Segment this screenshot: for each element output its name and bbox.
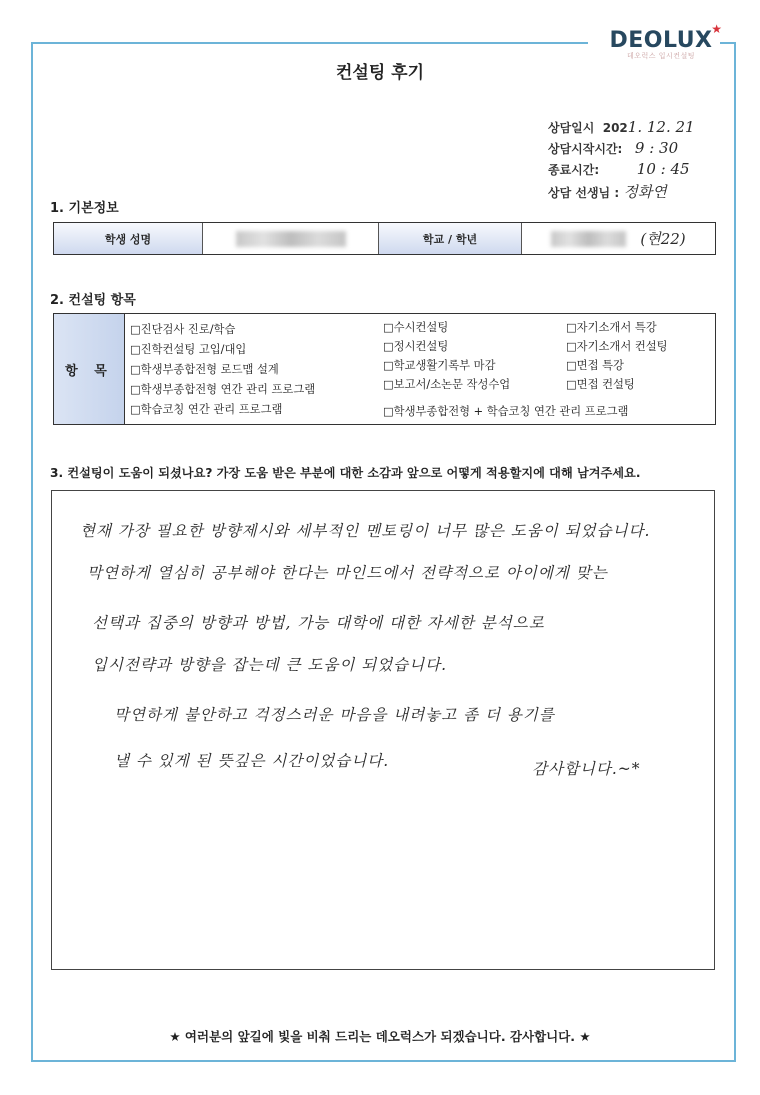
- option-regular-admission[interactable]: □정시컨설팅: [383, 340, 449, 353]
- star-icon: ★: [711, 22, 722, 36]
- date-handwritten: 1. 12. 21: [627, 118, 695, 136]
- school-grade-value: [522, 223, 715, 254]
- option-essay-consulting[interactable]: □자기소개서 컨설팅: [566, 340, 668, 353]
- student-name-label: 학생 성명: [54, 223, 203, 254]
- review-line-7: 감사합니다.~*: [532, 760, 641, 778]
- start-time-row: [548, 139, 695, 160]
- option-study-coaching[interactable]: □학습코칭 연간 관리 프로그램: [130, 403, 283, 416]
- brand-subtitle: 데오럭스 입시컨설팅: [626, 52, 696, 60]
- consultation-meta: [548, 118, 695, 202]
- option-record-closing[interactable]: □학교생활기록부 마감: [383, 359, 496, 372]
- consulting-items-table: [53, 313, 716, 425]
- section-basic-info-heading: 1. 기본정보: [50, 201, 119, 216]
- grade-handwritten: (현22): [640, 230, 686, 248]
- page-title: 컨설팅 후기: [335, 63, 425, 83]
- teacher-label: 상담 선생님 :: [548, 186, 620, 200]
- items-label: 항 목: [54, 314, 125, 424]
- date-value: 202: [602, 121, 628, 135]
- start-time-label: 상담시작시간:: [548, 142, 623, 156]
- brand-name: DEOLUX: [609, 28, 713, 53]
- school-grade-label: 학교 / 학년: [379, 223, 522, 254]
- start-time-handwritten: 9 : 30: [634, 139, 679, 157]
- review-line-3: 선택과 집중의 방향과 방법, 가능 대학에 대한 자세한 분석으로: [92, 614, 545, 632]
- review-textarea[interactable]: [51, 490, 715, 970]
- student-name-value: [203, 223, 379, 254]
- teacher-row: [548, 181, 695, 202]
- option-essay-lecture[interactable]: □자기소개서 특강: [566, 321, 657, 334]
- end-time-label: 종료시간:: [548, 163, 600, 177]
- redacted-name: [236, 231, 346, 247]
- review-line-6: 낼 수 있게 된 뜻깊은 시간이었습니다.: [114, 752, 390, 770]
- section-items-heading: 2. 컨설팅 항목: [50, 293, 136, 308]
- option-report-writing[interactable]: □보고서/소논문 작성수업: [383, 378, 511, 391]
- date-row: [548, 118, 695, 139]
- option-admission[interactable]: □진학컨설팅 고입/대입: [130, 343, 247, 356]
- option-roadmap[interactable]: □학생부종합전형 로드맵 설계: [130, 363, 279, 376]
- review-line-2: 막연하게 열심히 공부해야 한다는 마인드에서 전략적으로 아이에게 맞는: [87, 564, 608, 582]
- redacted-school: [551, 231, 626, 247]
- end-time-handwritten: 10 : 45: [636, 160, 690, 178]
- teacher-handwritten: 정화연: [623, 183, 667, 201]
- option-diagnosis[interactable]: □진단검사 진로/학습: [130, 323, 236, 336]
- end-time-row: [548, 160, 695, 181]
- option-combined-program[interactable]: □학생부종합전형 + 학습코칭 연간 관리 프로그램: [383, 405, 629, 418]
- brand-logo: [596, 22, 726, 61]
- option-interview-lecture[interactable]: □면접 특강: [566, 359, 624, 372]
- section-review-heading: 3. 컨설팅이 도움이 되셨나요? 가장 도움 받은 부분에 대한 소감과 앞으로 어떻게 적용할지에 대해 남겨주세요.: [50, 466, 641, 480]
- review-line-1: 현재 가장 필요한 방향제시와 세부적인 멘토링이 너무 많은 도움이 되었습니다.: [80, 522, 651, 540]
- basic-info-table: [53, 222, 716, 255]
- option-interview-consulting[interactable]: □면접 컨설팅: [566, 378, 635, 391]
- review-line-5: 막연하게 불안하고 걱정스러운 마음을 내려놓고 좀 더 용기를: [114, 706, 555, 724]
- option-annual-program[interactable]: □학생부종합전형 연간 관리 프로그램: [130, 383, 316, 396]
- footer-message: ★ 여러분의 앞길에 빛을 비춰 드리는 데오럭스가 되겠습니다. 감사합니다. ★: [169, 1029, 591, 1044]
- review-line-4: 입시전략과 방향을 잡는데 큰 도움이 되었습니다.: [92, 656, 448, 674]
- date-label: 상담일시: [548, 121, 595, 135]
- option-early-admission[interactable]: □수시컨설팅: [383, 321, 449, 334]
